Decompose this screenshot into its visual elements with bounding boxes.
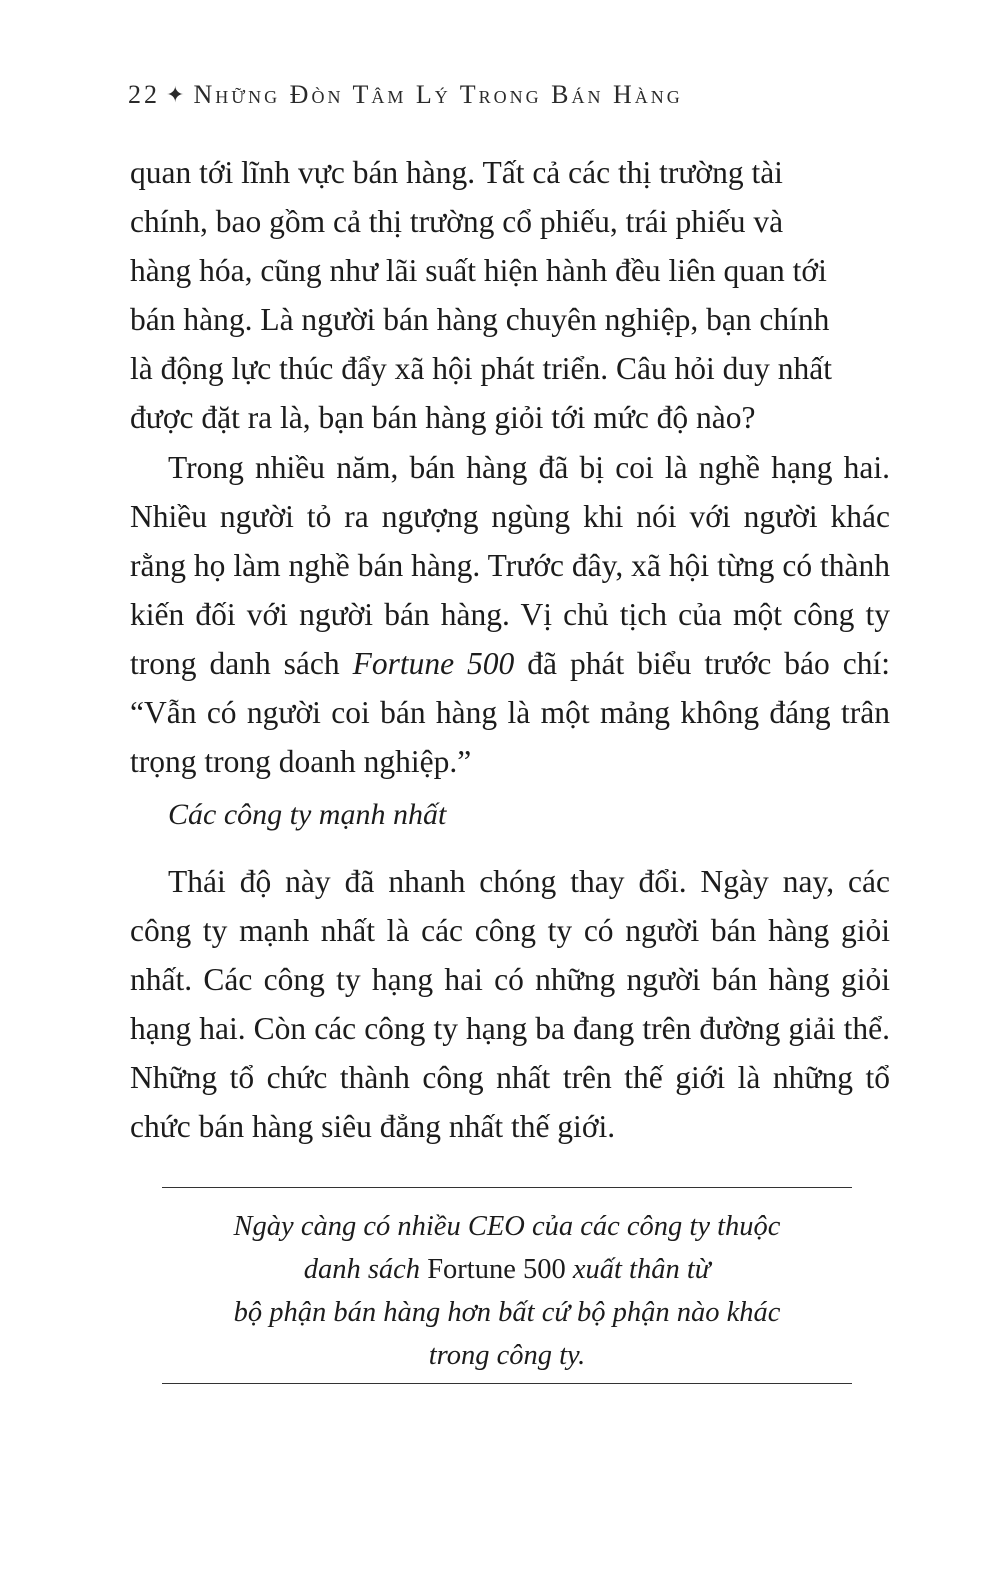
- paragraph-1: [130, 148, 890, 442]
- paragraph-1-line: bán hàng. Là người bán hàng chuyên nghiệp, bạn chính: [130, 302, 830, 337]
- pull-quote-line-2-start: danh sách: [303, 1254, 428, 1285]
- paragraph-1-line: là động lực thúc đẩy xã hội phát triển. Câu hỏi duy nhất: [130, 351, 833, 386]
- paragraph-1-line: hàng hóa, cũng như lãi suất hiện hành đều liên quan tới: [130, 253, 827, 288]
- book-title: Những Đòn Tâm Lý Trong Bán Hàng: [193, 80, 683, 109]
- pull-quote-line-4: trong công ty.: [428, 1340, 586, 1371]
- paragraph-1-line: được đặt ra là, bạn bán hàng giỏi tới mức độ nào?: [130, 400, 756, 435]
- pull-quote-line-1: Ngày càng có nhiều CEO của các công ty thuộc: [233, 1211, 781, 1242]
- running-header: [128, 80, 683, 110]
- pull-quote-bottom-rule: [162, 1383, 852, 1384]
- pull-quote-top-rule: [162, 1187, 852, 1188]
- paragraph-3: Thái độ này đã nhanh chóng thay đổi. Ngày nay, các công ty mạnh nhất là các công ty có người bán hàng giỏi nhất. Các công ty hạng hai có những người bán hàng giỏi hạng hai. Còn các công ty hạng ba đang trên đường giải thể. Những tổ chức thành công nhất trên thế giới là những tổ chức bán hàng siêu đẳng nhất thế giới.: [130, 864, 890, 1144]
- fortune-500-italic: Fortune 500: [352, 646, 515, 681]
- paragraph-2-text-start: Trong nhiều năm, bán hàng đã bị coi là nghề hạng hai. Nhiều người tỏ ra ngượng ngùng khi nói với người khác rằng họ làm nghề bán hàng. Trước đây, xã hội từng có thành kiến đối với người bán hàng. Vị chủ tịch của một công ty trong danh sách: [130, 450, 890, 681]
- pull-quote-line-2-end: xuất thân từ: [565, 1254, 711, 1285]
- page-number: 22: [128, 80, 160, 109]
- pull-quote-fortune-500: Fortune 500: [427, 1254, 566, 1285]
- pull-quote: [162, 1205, 852, 1377]
- paragraph-1-line: quan tới lĩnh vực bán hàng. Tất cả các thị trường tài: [130, 155, 783, 190]
- paragraph-2: [130, 443, 890, 786]
- paragraph-2-text-end: đã phát biểu trước báo chí: “Vẫn có người coi bán hàng là một mảng không đáng trân trọng trong doanh nghiệp.”: [130, 646, 890, 779]
- section-subheading: Các công ty mạnh nhất: [168, 798, 447, 831]
- pull-quote-line-3: bộ phận bán hàng hơn bất cứ bộ phận nào khác: [233, 1297, 781, 1328]
- paragraph-1-line: chính, bao gồm cả thị trường cổ phiếu, trái phiếu và: [130, 204, 784, 239]
- four-point-star-icon: ✦: [166, 82, 188, 107]
- pull-quote-line-2: [162, 1248, 852, 1291]
